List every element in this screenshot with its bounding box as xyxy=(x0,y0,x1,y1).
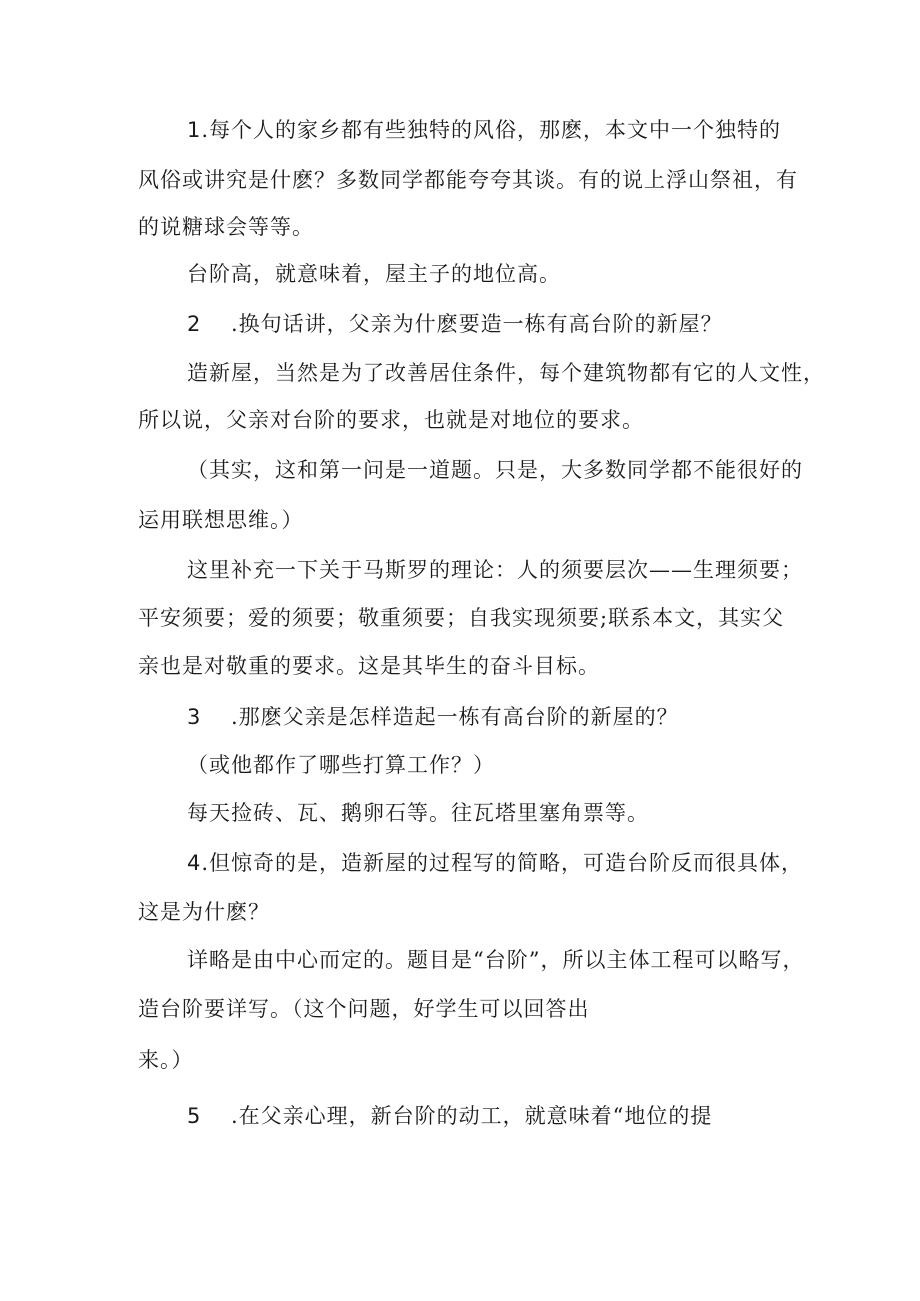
answer-line: 台阶高，就意味着，屋主子的地位高。 xyxy=(187,262,561,286)
question-5-line xyxy=(187,1106,712,1127)
paragraph-line: 造台阶要详写。（这个问题，好学生可以回答出 xyxy=(138,997,590,1021)
paragraph-line: 亲也是对敬重的要求。这是其毕生的奋斗目标。 xyxy=(138,654,600,678)
question-3-line xyxy=(187,707,679,728)
paragraph-line: 的说糖球会等等。 xyxy=(138,215,314,239)
question-text: .但惊奇的是，造新屋的过程写的简略，可造台阶反而很具体， xyxy=(201,851,804,875)
question-number: 5 xyxy=(187,1104,202,1128)
question-text: .每个人的家乡都有些独特的风俗，那麽，本文中一个独特的 xyxy=(201,118,782,142)
question-number: 1 xyxy=(187,118,202,142)
question-1-line xyxy=(187,120,781,141)
paragraph-line: 这是为什麽？ xyxy=(138,900,270,924)
paragraph-line: 所以说，父亲对台阶的要求，也就是对地位的要求。 xyxy=(138,408,644,432)
question-2-line xyxy=(187,314,723,335)
paragraph-line: 平安须要；爱的须要；敬重须要；自我实现须要;联系本文，其实父 xyxy=(138,606,785,630)
answer-line: 造新屋，当然是为了改善居住条件，每个建筑物都有它的人文性， xyxy=(187,361,825,385)
answer-line: 每天捡砖、瓦、鹅卵石等。往瓦塔里塞角票等。 xyxy=(187,801,649,825)
supplement-line: 这里补充一下关于马斯罗的理论：人的须要层次——生理须要； xyxy=(187,558,803,582)
paragraph-line: 来。） xyxy=(138,1048,194,1072)
question-4-line xyxy=(187,853,803,874)
paragraph-line: 风俗或讲究是什麽？多数同学都能夸夸其谈。有的说上浮山祭祖，有 xyxy=(138,168,798,192)
answer-line: 详略是由中心而定的。题目是“台阶”，所以主体工程可以略写， xyxy=(187,948,805,972)
question-text: .在父亲心理，新台阶的动工，就意味着“地位的提 xyxy=(231,1104,713,1128)
note-line: （其实，这和第一问是一道题。只是，大多数同学都不能很好的 xyxy=(187,458,803,482)
question-number: 3 xyxy=(187,705,202,729)
sub-question-line: （或他都作了哪些打算工作？） xyxy=(187,753,495,777)
paragraph-line: 运用联想思维。） xyxy=(138,508,304,532)
question-number: 2 xyxy=(187,312,202,336)
question-number: 4 xyxy=(187,851,202,875)
question-text: .那麽父亲是怎样造起一栋有高台阶的新屋的？ xyxy=(231,705,679,729)
question-text: .换句话讲，父亲为什麽要造一栋有高台阶的新屋？ xyxy=(231,312,723,336)
